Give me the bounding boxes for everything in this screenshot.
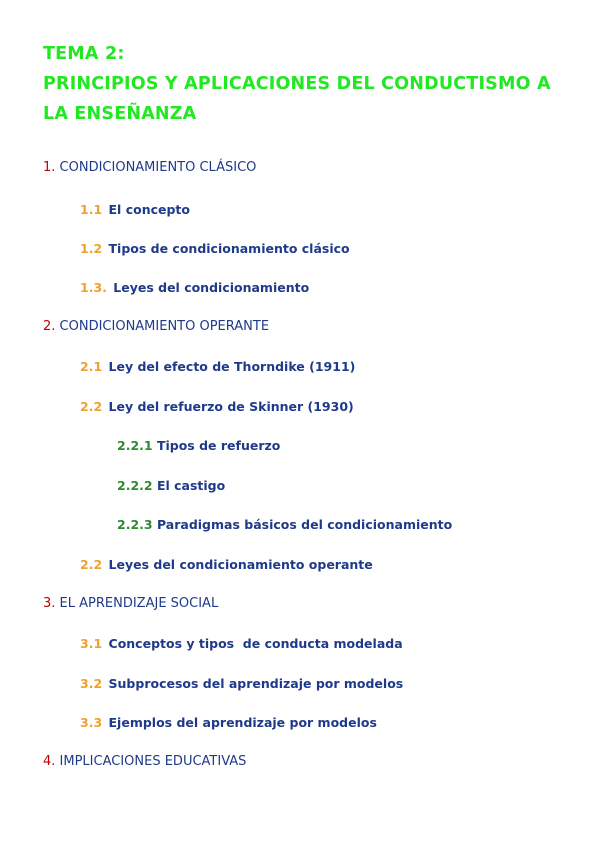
outline-text: IMPLICACIONES EDUCATIVAS — [59, 754, 247, 769]
outline-item-2-2-3 — [117, 517, 452, 532]
outline-text: Ley del refuerzo de Skinner (1930) — [108, 399, 354, 414]
outline-text: EL APRENDIZAJE SOCIAL — [59, 596, 219, 611]
outline-number: 2.2.1 — [117, 438, 153, 453]
outline-item-3-2 — [80, 676, 403, 691]
outline-number: 2.2.3 — [117, 517, 153, 532]
outline-item-1-1 — [80, 202, 190, 217]
outline-number: 3.1 — [80, 636, 103, 651]
outline-text: El concepto — [108, 202, 190, 217]
outline-number: 4. — [43, 754, 56, 769]
outline-text: Paradigmas básicos del condicionamiento — [156, 517, 453, 532]
outline-text: Tipos de refuerzo — [156, 438, 281, 453]
outline-text: Ley del efecto de Thorndike (1911) — [108, 359, 356, 374]
document-title-line-3: LA ENSEÑANZA — [43, 104, 197, 124]
document-title-line-2: PRINCIPIOS Y APLICACIONES DEL CONDUCTISMO A — [43, 74, 551, 94]
outline-number: 3.3 — [80, 715, 103, 730]
outline-item-2-2-1 — [117, 438, 280, 453]
outline-number: 1. — [43, 160, 56, 175]
outline-number: 2.2.2 — [117, 478, 153, 493]
outline-number: 2.2 — [80, 399, 103, 414]
outline-text: El castigo — [156, 478, 226, 493]
outline-item-3-3 — [80, 715, 377, 730]
outline-item-1-3 — [80, 280, 309, 295]
outline-text: Conceptos y tipos de conducta modelada — [108, 636, 403, 651]
outline-text: Leyes del condicionamiento — [113, 280, 310, 295]
outline-item-3-1 — [80, 636, 403, 651]
outline-item-1 — [43, 160, 256, 175]
outline-text: CONDICIONAMIENTO OPERANTE — [59, 319, 270, 334]
outline-number: 2.2 — [80, 557, 103, 572]
outline-text: Leyes del condicionamiento operante — [108, 557, 373, 572]
outline-number: 1.2 — [80, 241, 103, 256]
outline-item-2-2 — [80, 399, 354, 414]
outline-item-3 — [43, 596, 218, 611]
outline-text: CONDICIONAMIENTO CLÁSICO — [59, 160, 257, 175]
outline-number: 3.2 — [80, 676, 103, 691]
outline-number: 1.1 — [80, 202, 103, 217]
outline-text: Subprocesos del aprendizaje por modelos — [108, 676, 404, 691]
outline-item-2-1 — [80, 359, 355, 374]
outline-number: 2. — [43, 319, 56, 334]
outline-item-2 — [43, 319, 269, 334]
outline-number: 3. — [43, 596, 56, 611]
outline-item-2-3 — [80, 557, 373, 572]
outline-number: 2.1 — [80, 359, 103, 374]
outline-item-4 — [43, 754, 246, 769]
outline-text: Tipos de condicionamiento clásico — [108, 241, 350, 256]
outline-number: 1.3. — [80, 280, 107, 295]
document-title-line-1: TEMA 2: — [43, 44, 125, 64]
outline-text: Ejemplos del aprendizaje por modelos — [108, 715, 377, 730]
outline-item-2-2-2 — [117, 478, 225, 493]
outline-item-1-2 — [80, 241, 350, 256]
